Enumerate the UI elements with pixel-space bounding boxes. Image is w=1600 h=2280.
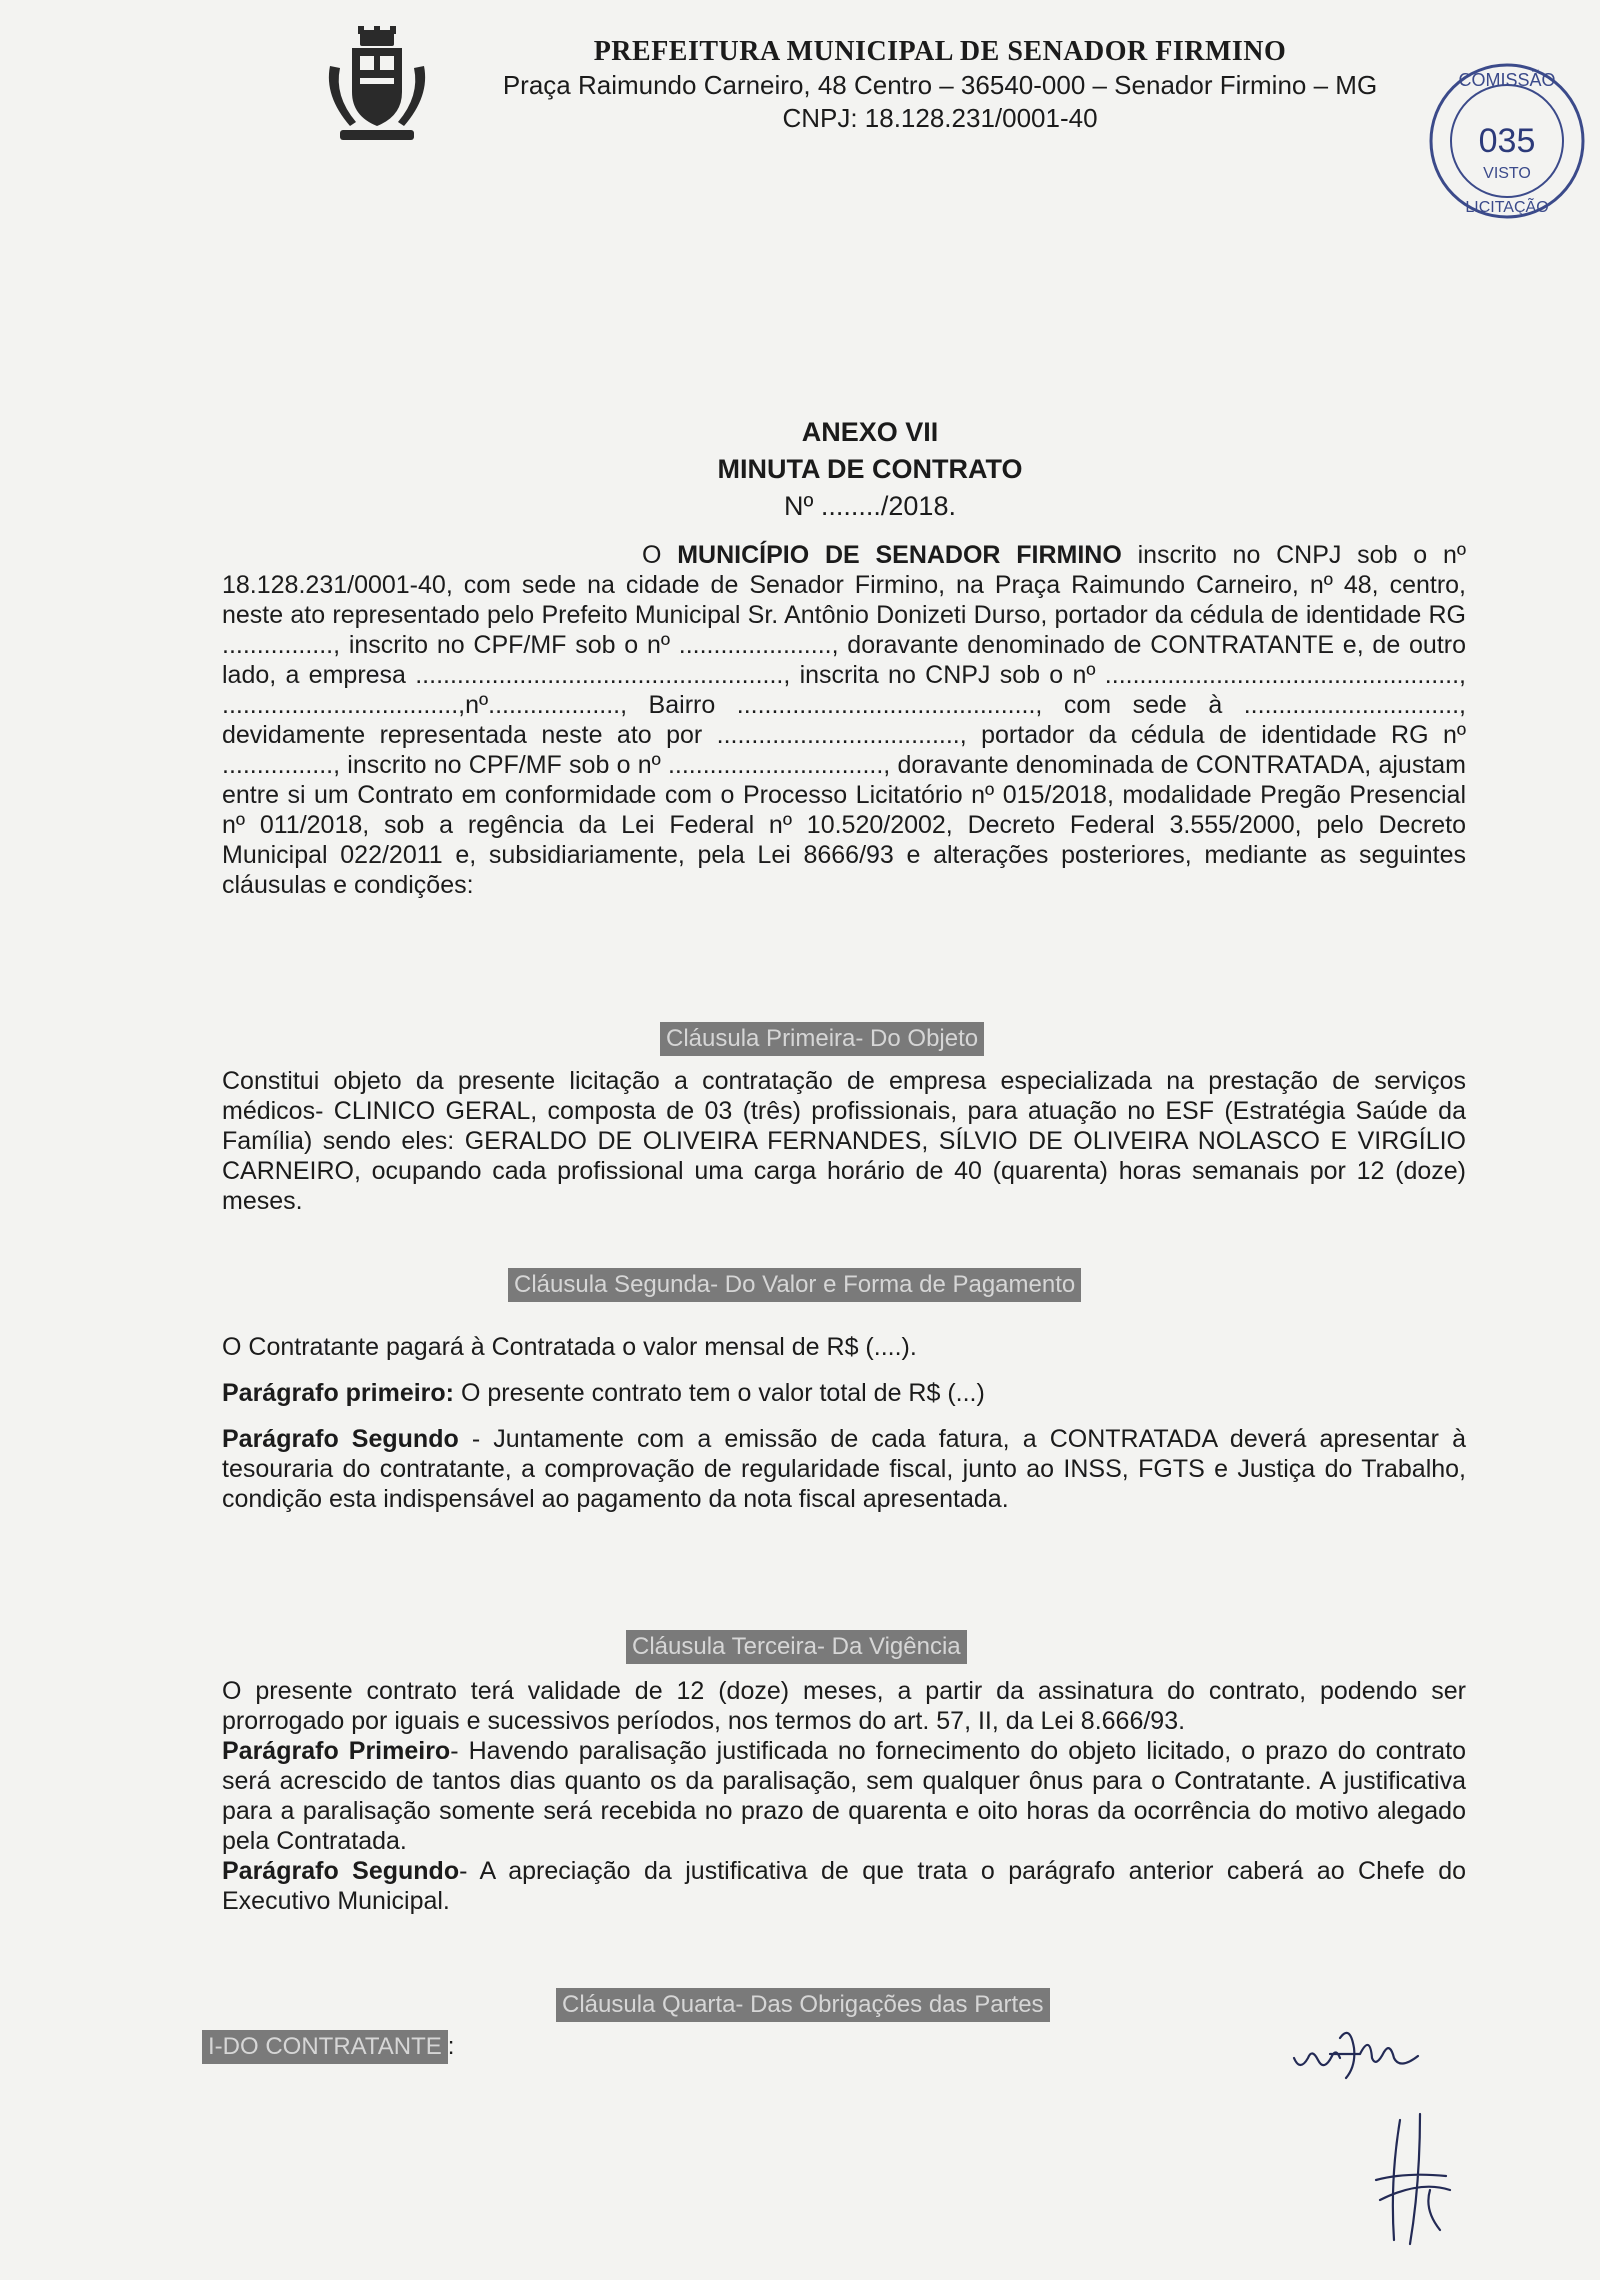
clause-2-p1-text: O presente contrato tem o valor total de R$ (...) — [454, 1379, 985, 1407]
clause-2-body — [222, 1332, 1466, 1530]
contract-number: Nº ......../2018. — [784, 491, 956, 521]
contratante-heading: I-DO CONTRATANTE — [202, 2030, 448, 2064]
clause-1-heading: Cláusula Primeira- Do Objeto — [660, 1022, 984, 1056]
clause-2-heading: Cláusula Segunda- Do Valor e Forma de Pagamento — [508, 1268, 1081, 1302]
clause-3-p1-text: - Havendo paralisação justificada no fornecimento do objeto licitado, o prazo do contrato será acrescido de tantos dias quanto os da paralisação, sem qualquer ônus para o Contratante. A justificativa para a paralisação somente será recebida no prazo de quarenta e oito horas da ocorrência do motivo alegado pela Contratada. — [222, 1737, 1467, 1855]
clause-2-p1-label: Parágrafo primeiro: — [222, 1379, 455, 1407]
prefecture-cnpj: CNPJ: 18.128.231/0001-40 — [782, 103, 1098, 133]
clause-3-p2-label: Parágrafo Segundo — [222, 1857, 460, 1885]
clause-2-paragraph-1 — [222, 1378, 1466, 1408]
stamp-number: 035 — [1478, 122, 1536, 160]
signature-initials-2 — [1370, 2110, 1460, 2250]
clause-3-heading: Cláusula Terceira- Da Vigência — [626, 1630, 967, 1664]
intro-entity: MUNICÍPIO DE SENADOR FIRMINO — [677, 541, 1122, 569]
clause-4-sub — [202, 2030, 454, 2064]
document-title — [600, 414, 1140, 525]
clause-3-body — [222, 1676, 1466, 1932]
municipal-crest-icon — [322, 26, 432, 146]
stamp-mid-text: VISTO — [1483, 165, 1531, 182]
document-type: MINUTA DE CONTRATO — [717, 454, 1023, 484]
clause-2-p2-label: Parágrafo Segundo — [222, 1425, 459, 1453]
letterhead — [460, 36, 1420, 134]
clause-1-text: Constitui objeto da presente licitação a contratação de empresa especializada na prestação de serviços médicos- CLINICO GERAL, composta de 03 (três) profissionais, para atuação no ESF (Estratégia Saúde da Família) sendo eles: GERALDO DE OLIVEIRA FERNANDES, SÍLVIO DE OLIVEIRA NOLASCO E VIRGÍLIO CARNEIRO, ocupando cada profissional uma carga horário de 40 (quarenta) horas semanais por 12 (doze) meses. — [222, 1067, 1466, 1215]
intro-paragraph — [222, 540, 1466, 900]
clause-3-paragraph-1 — [222, 1736, 1466, 1856]
intro-lead: O — [642, 541, 678, 569]
commission-stamp — [1422, 56, 1592, 226]
clause-4-heading: Cláusula Quarta- Das Obrigações das Partes — [556, 1988, 1050, 2022]
clause-3-text: O presente contrato terá validade de 12 (doze) meses, a partir da assinatura do contrato, podendo ser prorrogado por iguais e sucessivos períodos, nos termos do art. 57, II, da Lei 8.666/93. — [222, 1677, 1466, 1735]
prefecture-name: PREFEITURA MUNICIPAL DE SENADOR FIRMINO — [593, 36, 1287, 67]
signature-initials-1 — [1290, 2018, 1440, 2088]
intro-text: inscrito no CNPJ sob o nº 18.128.231/0001-40, com sede na cidade de Senador Firmino, na Praça Raimundo Carneiro, nº 48, centro, neste ato representado pelo Prefeito Municipal Sr. Antônio Donizeti Durso, portador da cédula de identidade RG ................, inscrito no CPF/MF sob o nº ......................, doravante denominado de CONTRATANTE e, de outro lado, a empresa ....................................................., inscrita no CNPJ sob o nº ..................................................., ..................................,nº..................., Bairro ..........................................., com sede à ..............................., devidamente representada neste ato por ..................................., portador da cédula de identidade RG nº ................, inscrito no CPF/MF sob o nº ..............................., doravante denominada de CONTRATADA, ajustam entre si um Contrato em conformidade com o Processo Licitatório nº 015/2018, modalidade Pregão Presencial nº 011/2018, sob a regência da Lei Federal nº 10.520/2002, Decreto Federal 3.555/2000, pelo Decreto Municipal 022/2011 e, subsidiariamente, pela Lei 8666/93 e alterações posteriores, mediante as seguintes cláusulas e condições: — [222, 541, 1466, 899]
clause-2-text: O Contratante pagará à Contratada o valor mensal de R$ (....). — [222, 1333, 917, 1361]
stamp-bottom-text: LICITAÇÃO — [1465, 199, 1549, 216]
contratante-colon: : — [447, 2033, 455, 2060]
clause-3-p1-label: Parágrafo Primeiro — [222, 1737, 451, 1765]
clause-3-p2-text: - A apreciação da justificativa de que trata o parágrafo anterior caberá ao Chefe do Executivo Municipal. — [222, 1857, 1467, 1915]
stamp-top-text: COMISSÃO — [1458, 70, 1556, 90]
clause-3-paragraph-2 — [222, 1856, 1466, 1916]
clause-2-paragraph-2 — [222, 1424, 1466, 1514]
prefecture-address: Praça Raimundo Carneiro, 48 Centro – 36540-000 – Senador Firmino – MG — [502, 70, 1378, 100]
clause-1-body — [222, 1066, 1466, 1232]
annex-label: ANEXO VII — [801, 417, 939, 447]
clause-2-p2-text: - Juntamente com a emissão de cada fatura, a CONTRATADA deverá apresentar à tesouraria do contratante, a comprovação de regularidade fiscal, junto ao INSS, FGTS e Justiça do Trabalho, condição esta indispensável ao pagamento da nota fiscal apresentada. — [222, 1425, 1466, 1513]
